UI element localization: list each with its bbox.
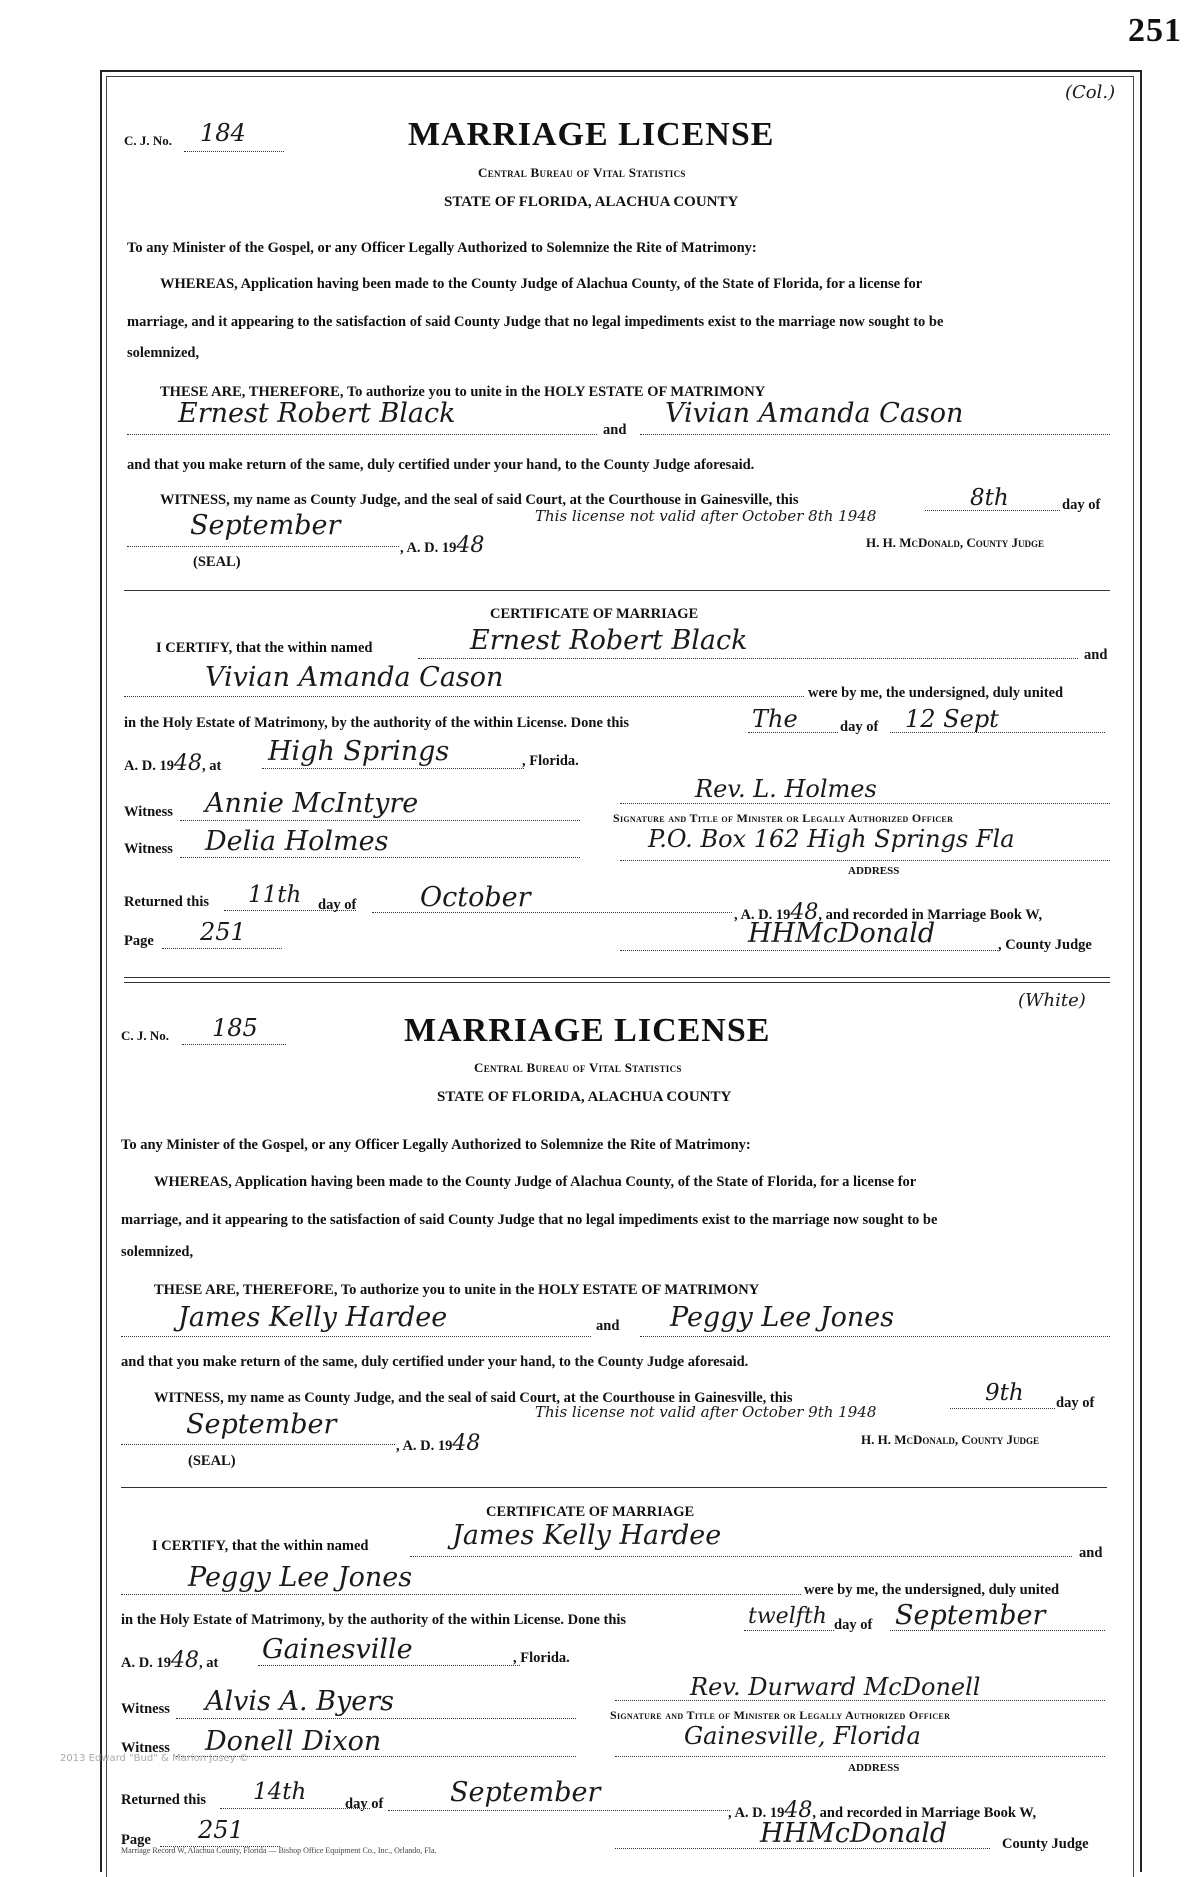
witness-2-line [180, 857, 580, 858]
therefore-line: THESE ARE, THEREFORE, To authorize you to unite in the HOLY ESTATE OF MATRIMONY [154, 1282, 760, 1298]
certify-text: I CERTIFY, that the within named [152, 1538, 369, 1554]
returned-day-of: day of [318, 897, 357, 913]
officer-caption: Signature and Title of Minister or Legally Authorized Officer [613, 811, 954, 825]
return-line: and that you make return of the same, duly certified under your hand, to the County Judge aforesaid. [121, 1354, 749, 1370]
holy-estate-text: in the Holy Estate of Matrimony, by the authority of the within License. Done this [121, 1612, 627, 1628]
whereas-line-1: WHEREAS, Application having been made to the County Judge of Alachua County, of the State of Florida, for a license for [154, 1174, 917, 1190]
section-divider [121, 1487, 1107, 1488]
witness-1-label: Witness [124, 804, 173, 820]
groom-line [127, 434, 597, 435]
returned-day: 14th [253, 1779, 307, 1805]
book-page-line [162, 948, 282, 949]
issue-day-line [950, 1408, 1055, 1409]
witness-text: WITNESS, my name as County Judge, and the seal of said Court, at the Courthouse in Gainesville, this [154, 1390, 793, 1406]
address-caption: ADDRESS [848, 865, 900, 877]
day-of: day of [1056, 1395, 1095, 1411]
returned-month: October [420, 882, 531, 913]
officer-name: Rev. L. Holmes [695, 775, 877, 803]
address-line: To any Minister of the Gospel, or any Officer Legally Authorized to Solemnize the Rite of Matrimony: [121, 1137, 751, 1153]
validity-note: This license not valid after October 9th 1948 [535, 1403, 877, 1421]
issue-ad: , A. D. 1948 [400, 533, 485, 558]
address-line: To any Minister of the Gospel, or any Officer Legally Authorized to Solemnize the Rite of Matrimony: [127, 240, 757, 256]
done-month-line [890, 1630, 1105, 1631]
officer-address-line [615, 1756, 1105, 1757]
marriage-place: High Springs [268, 736, 450, 767]
groom-name: Ernest Robert Black [178, 398, 456, 429]
certificate-title: CERTIFICATE OF MARRIAGE [490, 606, 699, 622]
address-caption: ADDRESS [848, 1762, 900, 1774]
officer-name: Rev. Durward McDonell [690, 1673, 981, 1701]
cert-and: and [1084, 647, 1108, 663]
copyright-watermark: 2013 Edward "Bud" & Marion Josey © [60, 1753, 249, 1764]
day-of-2: day of [840, 719, 879, 735]
returned-text: Returned this [121, 1792, 206, 1808]
witness-1-line [180, 820, 580, 821]
recorded-line: , A. D. 1948, and recorded in Marriage Book W, [728, 1798, 1037, 1823]
day-of-2: day of [834, 1617, 873, 1633]
state-county: STATE OF FLORIDA, ALACHUA COUNTY [437, 1089, 732, 1105]
cert-groom-line [418, 658, 1078, 659]
returned-year: 48 [784, 1798, 813, 1823]
bride-line [640, 1336, 1110, 1337]
united-text: were by me, the undersigned, duly united [804, 1582, 1060, 1598]
cert-groom-line [410, 1556, 1072, 1557]
florida-text: , Florida. [522, 753, 579, 769]
return-line: and that you make return of the same, duly certified under your hand, to the County Judge aforesaid. [127, 457, 755, 473]
race-note: (Col.) [1065, 82, 1116, 103]
county-judge: County Judge [1002, 1836, 1089, 1852]
officer-line [620, 803, 1110, 804]
and-word: and [603, 422, 627, 438]
cj-number: 184 [200, 119, 246, 147]
officer-address-line [620, 860, 1110, 861]
returned-month-line [372, 912, 732, 913]
issue-day-line [925, 510, 1060, 511]
bride-name: Vivian Amanda Cason [665, 398, 964, 429]
cj-number-line [182, 1044, 286, 1045]
witness-2-label: Witness [121, 1740, 170, 1756]
marriage-place: Gainesville [262, 1634, 413, 1665]
whereas-line-3: solemnized, [121, 1244, 194, 1260]
whereas-line-1: WHEREAS, Application having been made to the County Judge of Alachua County, of the State of Florida, for a license for [160, 276, 923, 292]
certify-text: I CERTIFY, that the within named [156, 640, 373, 656]
judge-title: H. H. McDonald, County Judge [861, 1432, 1040, 1447]
seal: (SEAL) [193, 554, 241, 570]
groom-name: James Kelly Hardee [178, 1302, 448, 1333]
returned-month-line [388, 1810, 730, 1811]
issue-ad: , A. D. 1948 [396, 1431, 481, 1456]
whereas-line-3: solemnized, [127, 345, 200, 361]
done-day-line [748, 732, 838, 733]
officer-address: P.O. Box 162 High Springs Fla [648, 825, 1015, 853]
page-label: Page [124, 933, 154, 949]
issue-month-line [127, 546, 399, 547]
returned-year: 48 [790, 900, 819, 925]
witness-text: WITNESS, my name as County Judge, and the seal of said Court, at the Courthouse in Gainesville, this [160, 492, 799, 508]
book-page: 251 [198, 1816, 244, 1844]
cj-number-line [184, 151, 284, 152]
marriage-year: 48 [173, 751, 202, 776]
judge-signature-line [615, 1848, 990, 1849]
cj-number: 185 [212, 1014, 258, 1042]
bureau-title: Central Bureau of Vital Statistics [478, 165, 686, 180]
whereas-line-2: marriage, and it appearing to the satisfaction of said County Judge that no legal impediments exist to the marriage now sought to be [127, 314, 944, 330]
returned-day-of: day of [345, 1796, 384, 1812]
officer-address: Gainesville, Florida [684, 1722, 921, 1750]
officer-caption: Signature and Title of Minister or Legally Authorized Officer [610, 1708, 951, 1722]
bureau-title: Central Bureau of Vital Statistics [474, 1060, 682, 1075]
cert-bride: Peggy Lee Jones [188, 1562, 413, 1593]
cert-and: and [1079, 1545, 1103, 1561]
marriage-place-line [258, 1665, 520, 1666]
cert-groom: James Kelly Hardee [452, 1520, 722, 1551]
recorded-line: , A. D. 1948, and recorded in Marriage Book W, [734, 900, 1043, 925]
seal: (SEAL) [188, 1453, 236, 1469]
done-month-line [890, 732, 1105, 733]
bride-line [640, 434, 1110, 435]
footer-imprint: Marriage Record W, Alachua County, Florida — Bishop Office Equipment Co., Inc., Orlando, Fla. [121, 1846, 437, 1855]
page-label: Page [121, 1832, 151, 1848]
done-month: 12 Sept [905, 705, 999, 733]
state-county: STATE OF FLORIDA, ALACHUA COUNTY [444, 194, 739, 210]
judge-signature: HHMcDonald [748, 918, 936, 949]
license-title: MARRIAGE LICENSE [408, 116, 775, 153]
judge-title: H. H. McDonald, County Judge [866, 535, 1045, 550]
therefore-line: THESE ARE, THEREFORE, To authorize you to unite in the HOLY ESTATE OF MATRIMONY [160, 384, 766, 400]
witness-2-name: Donell Dixon [205, 1726, 382, 1757]
returned-month: September [450, 1777, 601, 1808]
cert-bride-line [124, 696, 804, 697]
marriage-ad: A. D. 1948, at [121, 1648, 219, 1673]
issue-day: 9th [985, 1380, 1024, 1406]
issue-year: 48 [456, 533, 485, 558]
judge-signature-line [620, 950, 1000, 951]
witness-1-name: Annie McIntyre [205, 788, 419, 819]
returned-text: Returned this [124, 894, 209, 910]
holy-estate-text: in the Holy Estate of Matrimony, by the authority of the within License. Done this [124, 715, 630, 731]
issue-year: 48 [452, 1431, 481, 1456]
certificate-title: CERTIFICATE OF MARRIAGE [486, 1504, 695, 1520]
united-text: were by me, the undersigned, duly united [808, 685, 1064, 701]
bride-name: Peggy Lee Jones [670, 1302, 895, 1333]
witness-1-line [176, 1718, 576, 1719]
officer-line [615, 1700, 1105, 1701]
record-divider-2 [124, 982, 1110, 983]
cert-groom: Ernest Robert Black [470, 625, 748, 656]
witness-1-name: Alvis A. Byers [205, 1686, 394, 1717]
cert-bride: Vivian Amanda Cason [205, 662, 504, 693]
race-note: (White) [1018, 990, 1086, 1011]
issue-day: 8th [970, 485, 1009, 511]
done-day: twelfth [748, 1604, 827, 1629]
witness-2-label: Witness [124, 841, 173, 857]
page-number: 251 [1128, 12, 1182, 49]
license-title: MARRIAGE LICENSE [404, 1012, 771, 1049]
done-month: September [895, 1600, 1046, 1631]
marriage-place-line [262, 768, 524, 769]
marriage-year: 48 [170, 1648, 199, 1673]
validity-note: This license not valid after October 8th 1948 [535, 507, 877, 525]
cert-bride-line [121, 1594, 801, 1595]
groom-line [121, 1336, 591, 1337]
done-day: The [752, 705, 798, 733]
judge-signature: HHMcDonald [760, 1818, 948, 1849]
and-word: and [596, 1318, 620, 1334]
returned-day: 11th [248, 882, 302, 908]
florida-text: , Florida. [513, 1650, 570, 1666]
marriage-ad: A. D. 1948, at [124, 751, 222, 776]
witness-2-name: Delia Holmes [205, 826, 389, 857]
day-of: day of [1062, 497, 1101, 513]
record-divider [124, 977, 1110, 978]
whereas-line-2: marriage, and it appearing to the satisfaction of said County Judge that no legal impediments exist to the marriage now sought to be [121, 1212, 938, 1228]
cj-number-label: C. J. No. [124, 133, 173, 148]
issue-month: September [190, 510, 341, 541]
witness-1-label: Witness [121, 1701, 170, 1717]
issue-month-line [121, 1444, 395, 1445]
section-divider [124, 590, 1110, 591]
book-page: 251 [200, 918, 246, 946]
issue-month: September [186, 1409, 337, 1440]
done-day-line [744, 1630, 834, 1631]
county-judge: , County Judge [998, 937, 1092, 953]
cj-number-label: C. J. No. [121, 1028, 170, 1043]
